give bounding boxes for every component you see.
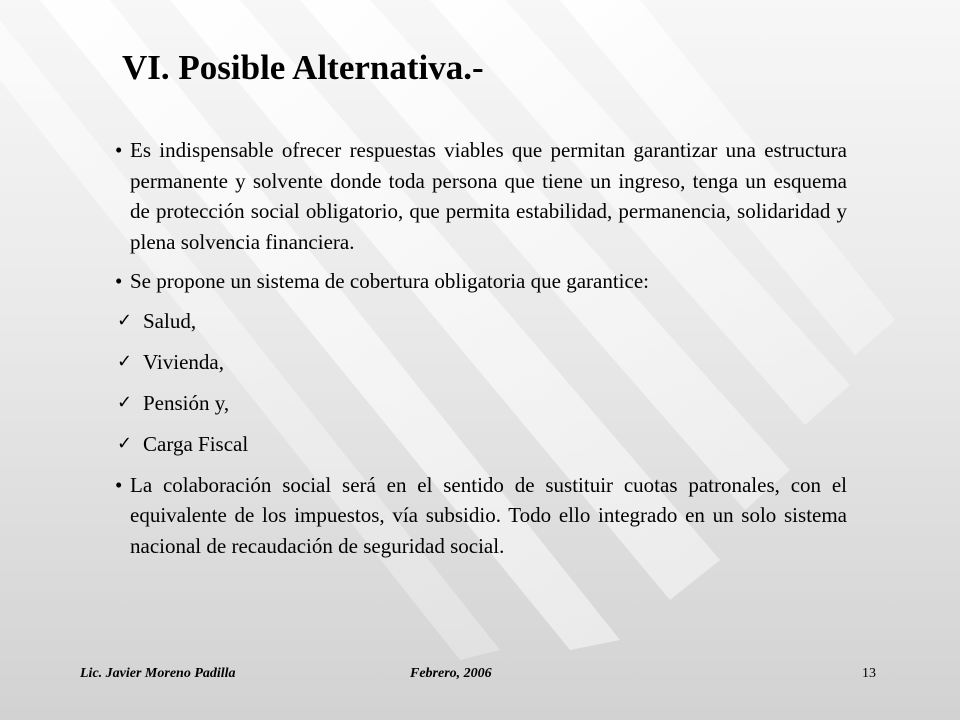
- bullet-dot: •: [115, 472, 123, 497]
- slide-content: [115, 135, 847, 570]
- slide-title: VI. Posible Alternativa.-: [122, 48, 484, 87]
- bullet-text: La colaboración social será en el sentido de sustituir cuotas patronales, con el equivalente de los impuestos, vía subsidio. Todo ello integrado en un solo sistema nacional de recaudación de seguridad social.: [130, 472, 847, 558]
- checklist-item: [115, 306, 847, 336]
- bullet-item: [115, 135, 847, 257]
- bullet-text: Es indispensable ofrecer respuestas viables que permitan garantizar una estructura permanente y solvente donde toda persona que tiene un ingreso, tenga un esquema de protección social obligatorio, que permita estabilidad, permanencia, solidaridad y plena solvencia financiera.: [130, 138, 847, 254]
- checklist-item: [115, 347, 847, 377]
- checkmark-icon: ✓: [117, 432, 133, 454]
- checklist-item: [115, 429, 847, 459]
- footer-date: Febrero, 2006: [410, 666, 492, 681]
- checkmark-icon: ✓: [117, 350, 133, 372]
- bullet-item: [115, 470, 847, 562]
- checklist-item: [115, 388, 847, 418]
- bullet-dot: •: [115, 269, 123, 293]
- checklist-label: Salud,: [143, 308, 197, 333]
- footer-author: Lic. Javier Moreno Padilla: [80, 666, 236, 681]
- checkmark-icon: ✓: [117, 391, 133, 413]
- checklist-label: Carga Fiscal: [143, 431, 249, 456]
- checklist-label: Pensión y,: [143, 390, 230, 415]
- slide-number: 13: [862, 666, 876, 681]
- checklist-label: Vivienda,: [143, 349, 224, 374]
- bullet-text: Se propone un sistema de cobertura obligatoria que garantice:: [130, 269, 649, 293]
- bullet-dot: •: [115, 138, 123, 162]
- checkmark-icon: ✓: [117, 309, 133, 331]
- bullet-item: [115, 266, 847, 297]
